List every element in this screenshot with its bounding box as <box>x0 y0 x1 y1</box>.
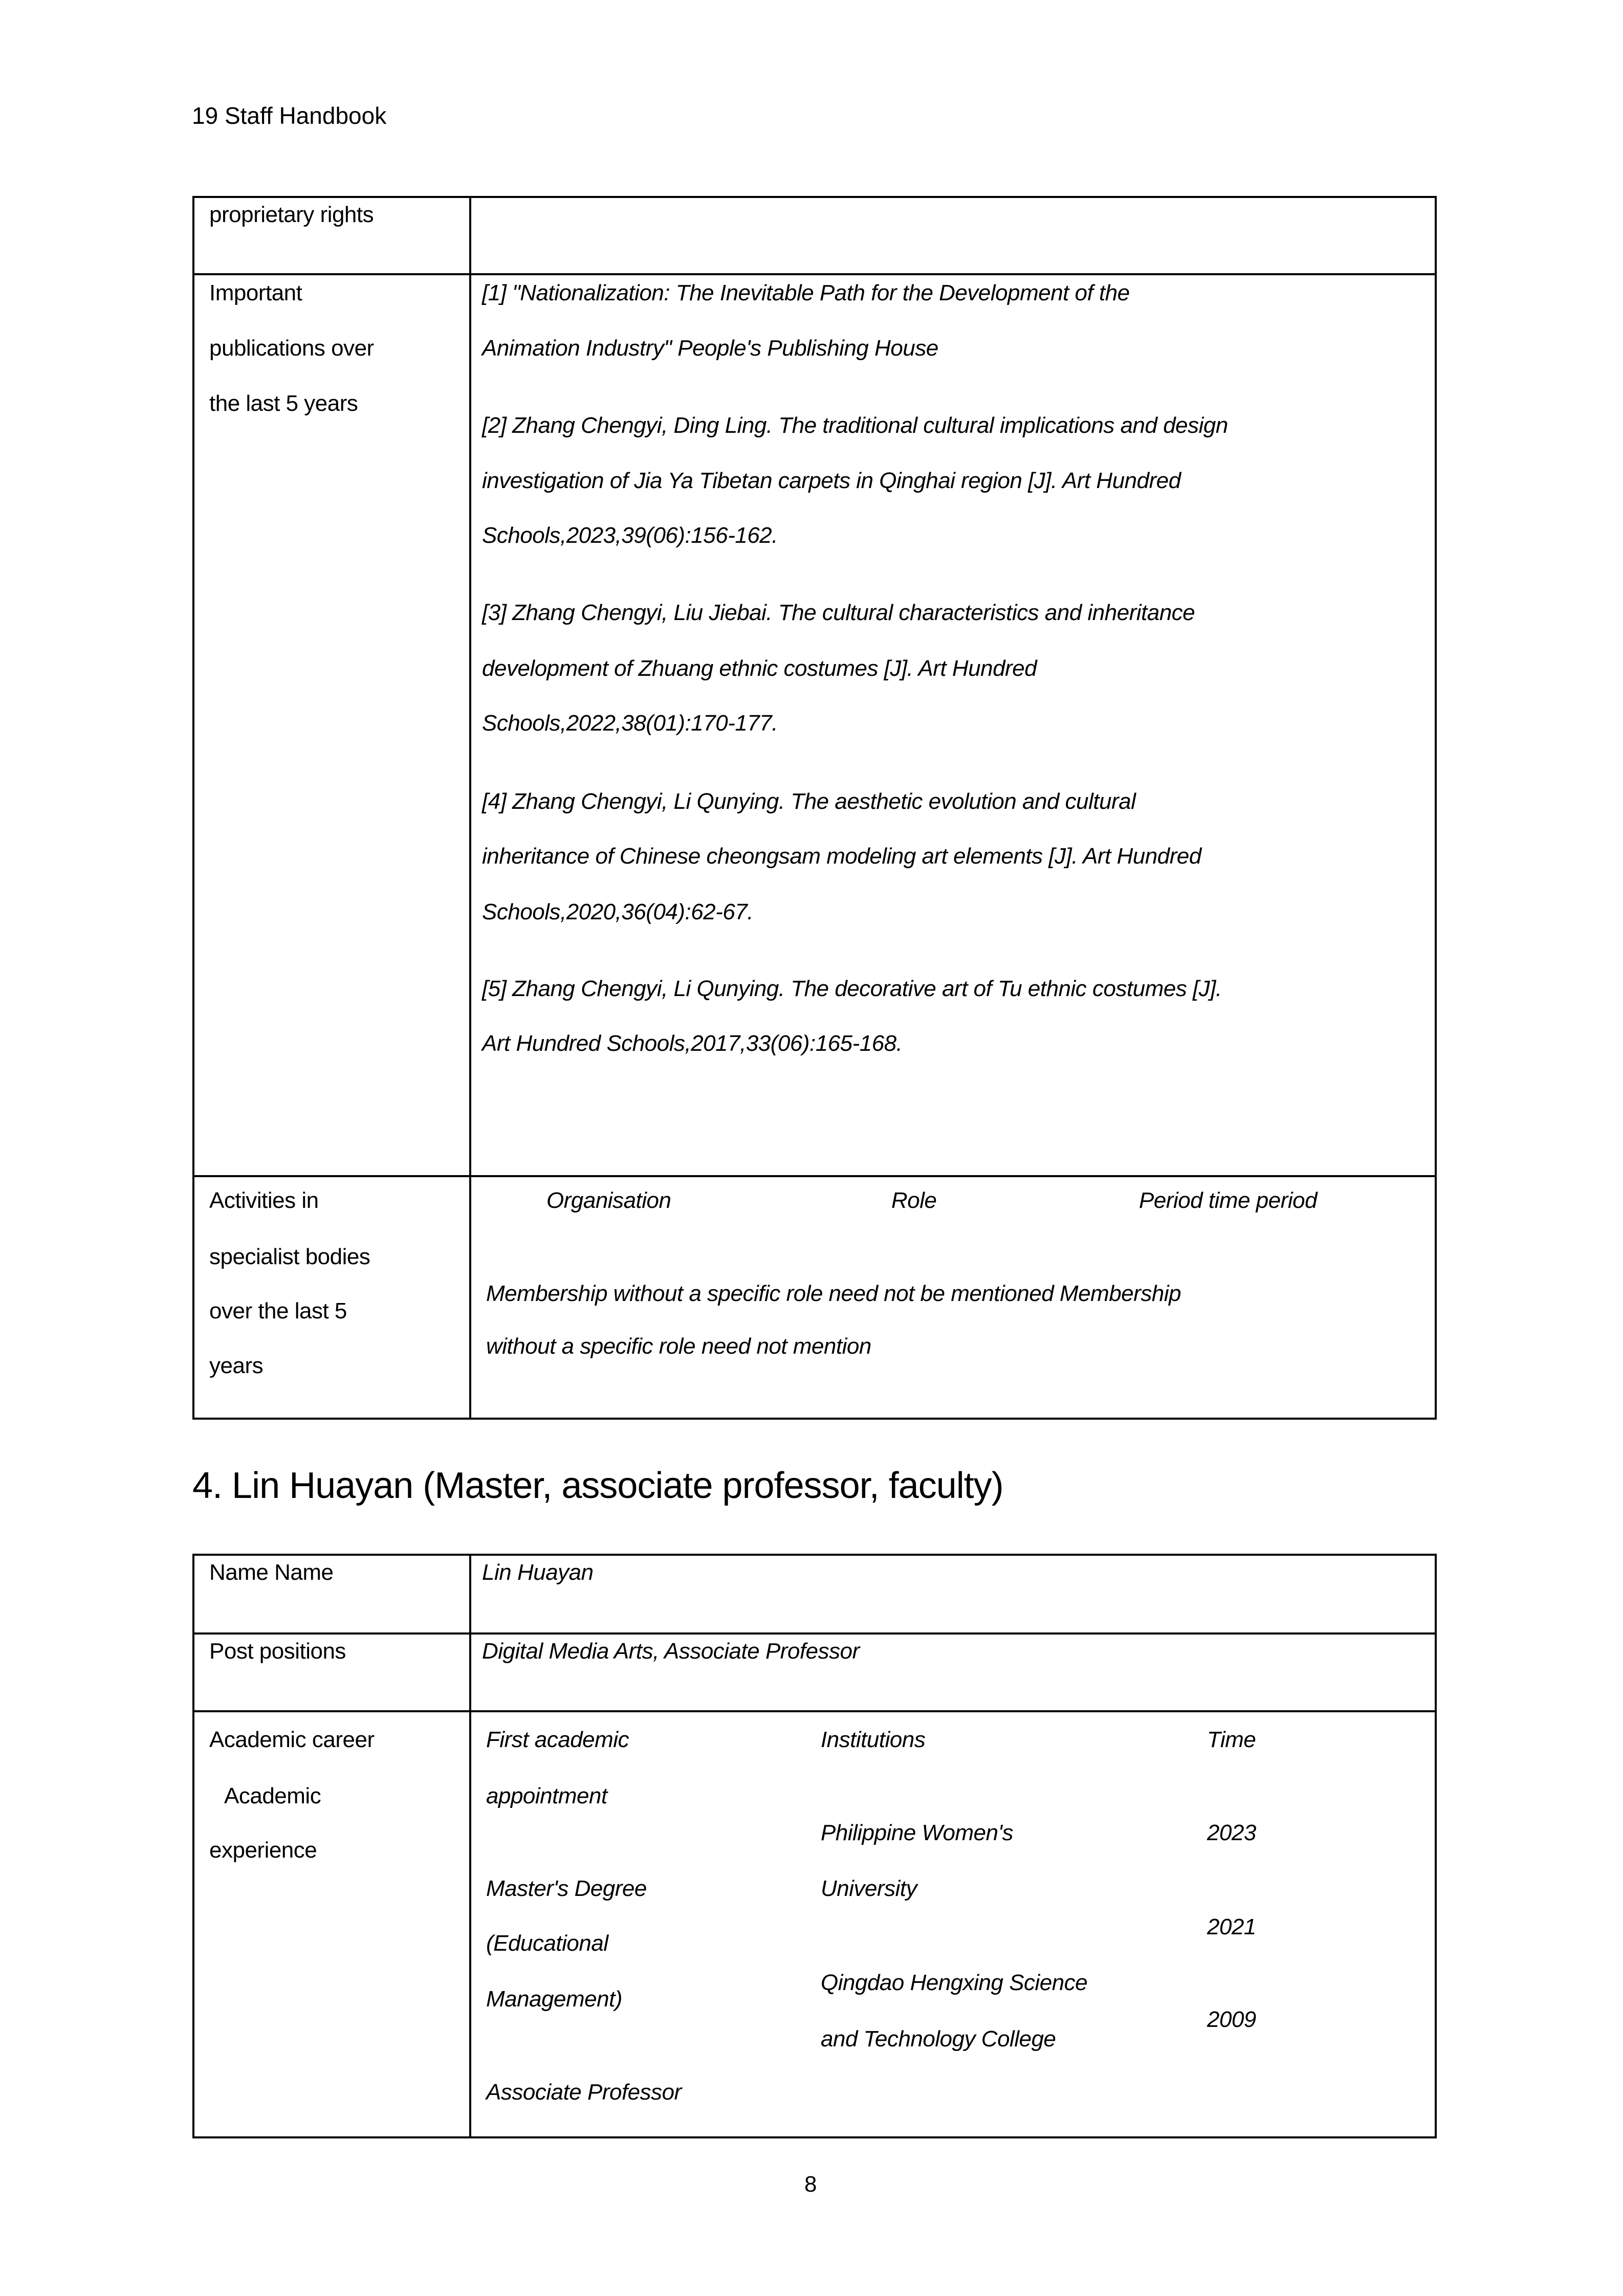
table-border-right <box>1435 1554 1437 2138</box>
publication-line: Schools,2023,39(06):156-162. <box>482 523 778 548</box>
column-header-line: appointment <box>486 1783 607 1808</box>
membership-note-line: without a specific role need not mention <box>486 1334 871 1359</box>
publication-line: Art Hundred Schools,2017,33(06):165-168. <box>482 1031 903 1056</box>
label-line: years <box>209 1353 264 1378</box>
table-column-divider <box>469 196 471 1420</box>
label-line: over the last 5 <box>209 1298 347 1323</box>
table-row-divider <box>192 1175 1437 1177</box>
publication-line: [4] Zhang Chengyi, Li Qunying. The aesthetic evolution and cultural <box>482 789 1136 814</box>
table-border-left <box>192 1554 194 2138</box>
table-row-divider <box>192 1632 1437 1635</box>
publication-line: [2] Zhang Chengyi, Ding Ling. The traditional cultural implications and design <box>482 413 1228 438</box>
qualification-line: (Educational <box>486 1931 608 1956</box>
table-row-divider <box>192 1710 1437 1712</box>
section-heading: 4. Lin Huayan (Master, associate professor, faculty) <box>192 1465 1003 1506</box>
table-column-divider <box>469 1554 471 2138</box>
publication-line: inheritance of Chinese cheongsam modeling art elements [J]. Art Hundred <box>482 844 1201 869</box>
column-header-time: Time <box>1207 1727 1256 1752</box>
running-header: 19 Staff Handbook <box>192 102 387 129</box>
table-border-top <box>192 1554 1437 1556</box>
table-row-divider <box>192 273 1437 275</box>
year-value: 2023 <box>1207 1820 1256 1845</box>
label-line: the last 5 years <box>209 391 358 416</box>
institution-line: Philippine Women's <box>821 1820 1014 1845</box>
institution-line: and Technology College <box>821 2026 1056 2051</box>
table-border-bottom <box>192 2136 1437 2138</box>
name-value: Lin Huayan <box>482 1560 594 1585</box>
publication-line: [1] "Nationalization: The Inevitable Path for the Development of the <box>482 280 1130 305</box>
row-label-proprietary-rights: proprietary rights <box>209 202 374 227</box>
table-border-top <box>192 196 1437 198</box>
table-border-left <box>192 196 194 1420</box>
column-header-role: Role <box>891 1188 937 1213</box>
table-border-bottom <box>192 1418 1437 1420</box>
publication-line: investigation of Jia Ya Tibetan carpets in Qinghai region [J]. Art Hundred <box>482 468 1181 493</box>
publication-line: Animation Industry" People's Publishing House <box>482 336 938 361</box>
publication-line: Schools,2020,36(04):62-67. <box>482 899 754 924</box>
publication-line: [5] Zhang Chengyi, Li Qunying. The decorative art of Tu ethnic costumes [J]. <box>482 976 1222 1001</box>
label-line: experience <box>209 1838 317 1863</box>
qualification-line: Management) <box>486 1986 622 2012</box>
post-label: Post positions <box>209 1639 346 1664</box>
year-value: 2009 <box>1207 2007 1256 2032</box>
year-value: 2021 <box>1207 1914 1256 1939</box>
label-line: Activities in <box>209 1188 319 1213</box>
qualification-line: Associate Professor <box>486 2080 682 2105</box>
label-line: publications over <box>209 336 374 361</box>
column-header-organisation: Organisation <box>546 1188 671 1213</box>
label-line: Academic <box>224 1783 321 1808</box>
label-line: Academic career <box>209 1727 375 1752</box>
column-header-institutions: Institutions <box>821 1727 926 1752</box>
column-header-line: First academic <box>486 1727 629 1752</box>
page-number: 8 <box>804 2172 817 2197</box>
label-line: specialist bodies <box>209 1244 370 1269</box>
publication-line: development of Zhuang ethnic costumes [J]. Art Hundred <box>482 656 1037 681</box>
institution-line: Qingdao Hengxing Science <box>821 1970 1088 1995</box>
institution-line: University <box>821 1876 917 1901</box>
publication-line: Schools,2022,38(01):170-177. <box>482 711 778 736</box>
table-border-right <box>1435 196 1437 1420</box>
membership-note-line: Membership without a specific role need not be mentioned Membership <box>486 1281 1181 1306</box>
publication-line: [3] Zhang Chengyi, Liu Jiebai. The cultural characteristics and inheritance <box>482 600 1195 625</box>
name-label: Name Name <box>209 1560 334 1585</box>
post-value: Digital Media Arts, Associate Professor <box>482 1639 860 1664</box>
label-line: Important <box>209 280 302 305</box>
qualification-line: Master's Degree <box>486 1876 647 1901</box>
column-header-period: Period time period <box>1139 1188 1318 1213</box>
